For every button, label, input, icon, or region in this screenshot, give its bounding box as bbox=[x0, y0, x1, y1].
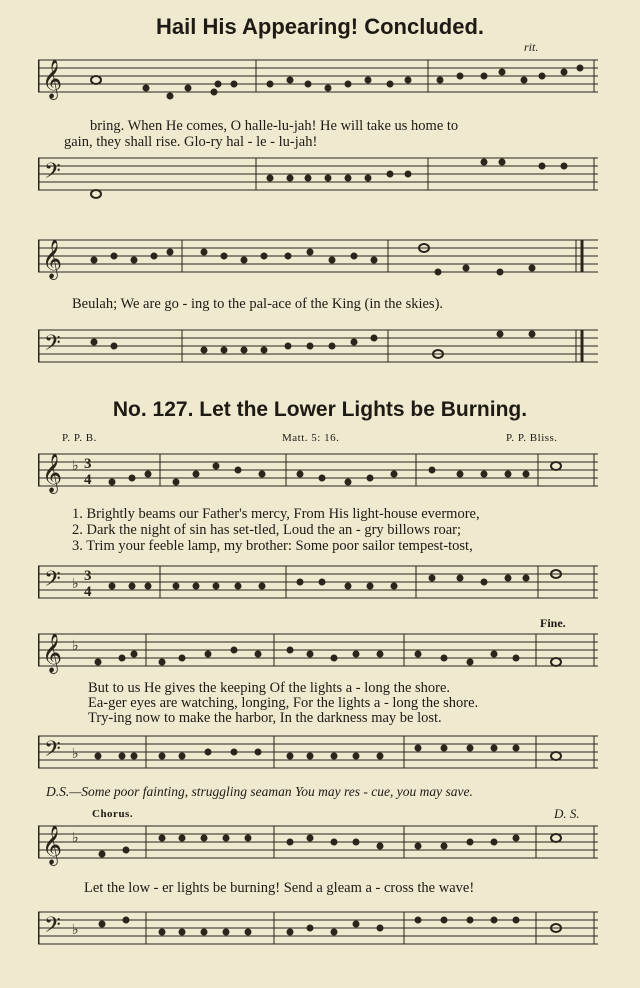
staff-lines bbox=[38, 446, 598, 506]
composer: P. P. Bliss. bbox=[506, 432, 558, 444]
svg-text:𝄞: 𝄞 bbox=[42, 635, 63, 672]
treble-staff bbox=[38, 232, 598, 292]
treble-staff bbox=[38, 626, 598, 682]
chorus-lyric-line: Let the low - er lights be burning! Send a gleam a - cross the wave! bbox=[84, 880, 475, 896]
svg-text:♭: ♭ bbox=[72, 923, 79, 938]
ds-lyric-line: D.S.—Some poor fainting, struggling seaman You may res - cue, you may save. bbox=[46, 784, 473, 799]
svg-text:𝄞: 𝄞 bbox=[42, 827, 63, 864]
svg-text:𝄞: 𝄞 bbox=[42, 455, 63, 492]
treble-staff bbox=[38, 818, 598, 874]
staff-lines bbox=[38, 818, 598, 874]
bass-staff bbox=[38, 322, 598, 382]
fine-marking: Fine. bbox=[540, 616, 566, 630]
rit-marking: rit. bbox=[524, 40, 539, 54]
verse-line: 3. Trim your feeble lamp, my brother: Some poor sailor tempest-tost, bbox=[72, 538, 473, 554]
svg-text:4: 4 bbox=[84, 472, 92, 488]
svg-text:♭: ♭ bbox=[72, 577, 79, 592]
staff-lines bbox=[38, 52, 598, 112]
verse-line: Ea-ger eyes are watching, longing, For the lights a - long the shore. bbox=[88, 695, 479, 711]
svg-text:𝄢: 𝄢 bbox=[44, 567, 61, 596]
verse-line: 1. Brightly beams our Father's mercy, From His light-house evermore, bbox=[72, 506, 480, 522]
scripture-reference: Matt. 5: 16. bbox=[282, 432, 340, 444]
lyric-line: bring. When He comes, O halle-lu-jah! He will take us home to bbox=[90, 118, 459, 134]
author-initials: P. P. B. bbox=[62, 432, 97, 444]
lyric-line: Beulah; We are go - ing to the pal-ace of the King (in the skies). bbox=[72, 296, 444, 312]
bass-staff bbox=[38, 558, 598, 614]
bass-staff bbox=[38, 904, 598, 964]
svg-text:♭: ♭ bbox=[72, 459, 79, 474]
svg-text:4: 4 bbox=[84, 584, 92, 600]
treble-staff bbox=[38, 52, 598, 112]
svg-text:3: 3 bbox=[84, 568, 92, 584]
staff-lines bbox=[38, 558, 598, 614]
svg-text:♭: ♭ bbox=[72, 747, 79, 762]
lyric-line: gain, they shall rise. Glo-ry hal - le - lu-jah! bbox=[64, 134, 318, 150]
ds-marking: D. S. bbox=[554, 806, 580, 821]
bass-staff bbox=[38, 150, 598, 210]
staff-lines bbox=[38, 904, 598, 964]
svg-text:𝄢: 𝄢 bbox=[44, 331, 61, 360]
svg-text:♭: ♭ bbox=[72, 639, 79, 654]
svg-text:3: 3 bbox=[84, 456, 92, 472]
svg-text:𝄞: 𝄞 bbox=[42, 61, 63, 98]
staff-lines bbox=[38, 150, 598, 210]
svg-text:𝄢: 𝄢 bbox=[44, 913, 61, 942]
staff-lines bbox=[38, 322, 598, 382]
svg-text:♭: ♭ bbox=[72, 831, 79, 846]
treble-staff bbox=[38, 446, 598, 506]
verse-line: Try-ing now to make the harbor, In the darkness may be lost. bbox=[88, 710, 442, 726]
chorus-label: Chorus. bbox=[92, 808, 134, 820]
staff-lines bbox=[38, 626, 598, 682]
verse-line: 2. Dark the night of sin has set-tled, Loud the an - gry billows roar; bbox=[72, 522, 462, 538]
hymn-title: No. 127. Let the Lower Lights be Burning. bbox=[112, 398, 528, 421]
staff-lines bbox=[38, 232, 598, 292]
bass-staff bbox=[38, 728, 598, 784]
svg-text:𝄢: 𝄢 bbox=[44, 737, 61, 766]
svg-text:𝄞: 𝄞 bbox=[42, 241, 63, 278]
verse-line: But to us He gives the keeping Of the lights a - long the shore. bbox=[88, 680, 451, 696]
svg-text:𝄢: 𝄢 bbox=[44, 159, 61, 188]
staff-lines bbox=[38, 728, 598, 784]
page-title: Hail His Appearing! Concluded. bbox=[156, 14, 484, 39]
